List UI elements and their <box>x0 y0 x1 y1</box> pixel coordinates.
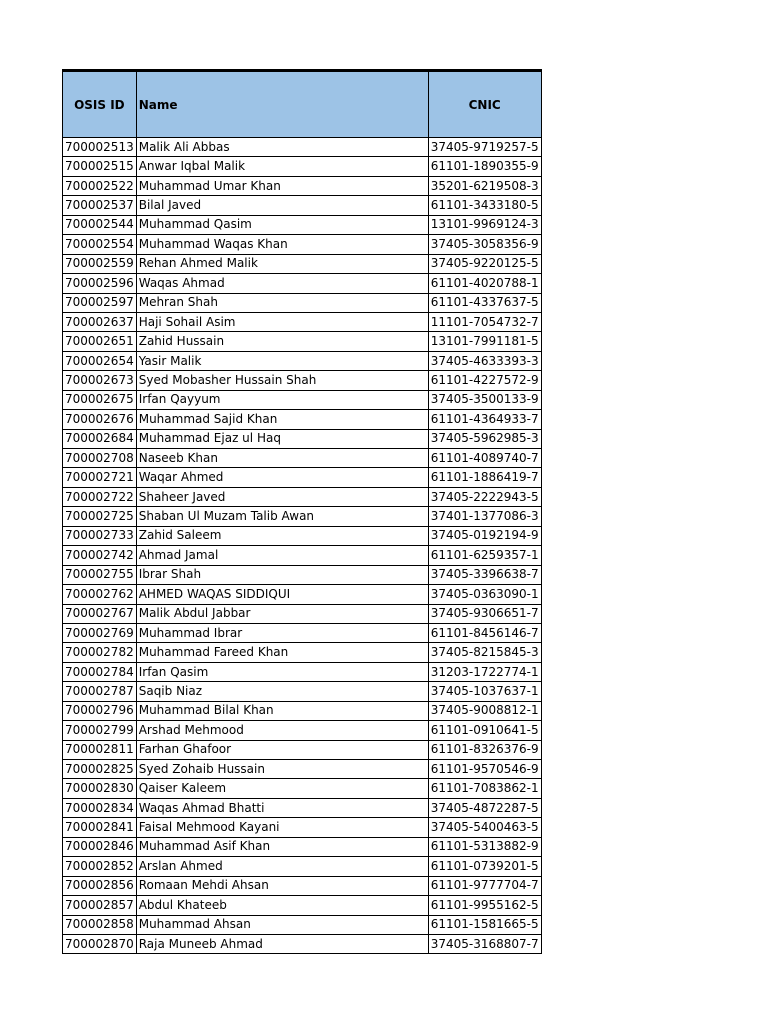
cell-cnic[interactable]: 11101-7054732-7 <box>428 312 541 331</box>
cell-osis-id[interactable]: 700002637 <box>63 312 137 331</box>
cell-osis-id[interactable]: 700002684 <box>63 429 137 448</box>
cell-osis-id[interactable]: 700002782 <box>63 643 137 662</box>
cell-name[interactable]: Waqas Ahmad Bhatti <box>136 798 428 817</box>
cell-name[interactable]: Shaheer Javed <box>136 487 428 506</box>
cell-name[interactable]: Farhan Ghafoor <box>136 740 428 759</box>
table-row <box>63 429 542 448</box>
cell-cnic[interactable]: 37401-1377086-3 <box>428 507 541 526</box>
cell-cnic[interactable]: 37405-5400463-5 <box>428 818 541 837</box>
cell-osis-id[interactable]: 700002654 <box>63 351 137 370</box>
cell-osis-id[interactable]: 700002673 <box>63 371 137 390</box>
table-row <box>63 740 542 759</box>
cell-osis-id[interactable]: 700002856 <box>63 876 137 895</box>
cell-cnic[interactable]: 37405-9719257-5 <box>428 138 541 157</box>
table-row <box>63 896 542 915</box>
table-row <box>63 312 542 331</box>
table-row <box>63 371 542 390</box>
table-row <box>63 235 542 254</box>
cell-name[interactable]: Malik Abdul Jabbar <box>136 604 428 623</box>
table-row <box>63 293 542 312</box>
table-row <box>63 623 542 642</box>
cell-osis-id[interactable]: 700002787 <box>63 682 137 701</box>
table-row <box>63 138 542 157</box>
cell-name[interactable]: Malik Ali Abbas <box>136 138 428 157</box>
column-header-osis-id[interactable]: OSIS ID <box>63 71 137 138</box>
cell-cnic[interactable]: 61101-4020788-1 <box>428 274 541 293</box>
cell-cnic[interactable]: 37405-9220125-5 <box>428 254 541 273</box>
cell-osis-id[interactable]: 700002870 <box>63 934 137 953</box>
table-row <box>63 915 542 934</box>
cell-osis-id[interactable]: 700002762 <box>63 585 137 604</box>
table-row <box>63 876 542 895</box>
cell-cnic[interactable]: 37405-9306651-7 <box>428 604 541 623</box>
cell-cnic[interactable]: 37405-3500133-9 <box>428 390 541 409</box>
cell-osis-id[interactable]: 700002725 <box>63 507 137 526</box>
cell-cnic[interactable]: 13101-7991181-5 <box>428 332 541 351</box>
cell-name[interactable]: Muhammad Ahsan <box>136 915 428 934</box>
cell-osis-id[interactable]: 700002676 <box>63 410 137 429</box>
cell-osis-id[interactable]: 700002722 <box>63 487 137 506</box>
cell-name[interactable]: Romaan Mehdi Ahsan <box>136 876 428 895</box>
cell-osis-id[interactable]: 700002857 <box>63 896 137 915</box>
cell-name[interactable]: Waqas Ahmad <box>136 274 428 293</box>
table-row <box>63 351 542 370</box>
table-row <box>63 818 542 837</box>
cell-cnic[interactable]: 61101-4227572-9 <box>428 371 541 390</box>
table-row <box>63 546 542 565</box>
cell-cnic[interactable]: 37405-4872287-5 <box>428 798 541 817</box>
cell-cnic[interactable]: 61101-9570546-9 <box>428 760 541 779</box>
cell-name[interactable]: Arshad Mehmood <box>136 721 428 740</box>
cell-cnic[interactable]: 61101-0739201-5 <box>428 857 541 876</box>
cell-osis-id[interactable]: 700002537 <box>63 196 137 215</box>
cell-osis-id[interactable]: 700002651 <box>63 332 137 351</box>
cell-osis-id[interactable]: 700002852 <box>63 857 137 876</box>
cell-osis-id[interactable]: 700002796 <box>63 701 137 720</box>
cell-name[interactable]: Irfan Qasim <box>136 662 428 681</box>
cell-name[interactable]: AHMED WAQAS SIDDIQUI <box>136 585 428 604</box>
cell-name[interactable]: Muhammad Umar Khan <box>136 176 428 195</box>
cell-cnic[interactable]: 61101-7083862-1 <box>428 779 541 798</box>
cell-osis-id[interactable]: 700002554 <box>63 235 137 254</box>
cell-cnic[interactable]: 61101-0910641-5 <box>428 721 541 740</box>
cell-osis-id[interactable]: 700002784 <box>63 662 137 681</box>
cell-name[interactable]: Muhammad Fareed Khan <box>136 643 428 662</box>
cell-name[interactable]: Anwar Iqbal Malik <box>136 157 428 176</box>
cell-name[interactable]: Qaiser Kaleem <box>136 779 428 798</box>
cell-cnic[interactable]: 37405-2222943-5 <box>428 487 541 506</box>
table-row <box>63 332 542 351</box>
table-row <box>63 157 542 176</box>
table-row <box>63 526 542 545</box>
cell-cnic[interactable]: 37405-8215845-3 <box>428 643 541 662</box>
cell-name[interactable]: Syed Mobasher Hussain Shah <box>136 371 428 390</box>
cell-cnic[interactable]: 61101-8456146-7 <box>428 623 541 642</box>
cell-osis-id[interactable]: 700002733 <box>63 526 137 545</box>
cell-name[interactable]: Abdul Khateeb <box>136 896 428 915</box>
cell-osis-id[interactable]: 700002597 <box>63 293 137 312</box>
cell-cnic[interactable]: 61101-6259357-1 <box>428 546 541 565</box>
cell-osis-id[interactable]: 700002708 <box>63 449 137 468</box>
table-row <box>63 390 542 409</box>
table-row <box>63 176 542 195</box>
cell-osis-id[interactable]: 700002544 <box>63 215 137 234</box>
table-row <box>63 468 542 487</box>
cell-name[interactable]: Zahid Hussain <box>136 332 428 351</box>
cell-osis-id[interactable]: 700002513 <box>63 138 137 157</box>
cell-cnic[interactable]: 37405-3168807-7 <box>428 934 541 953</box>
cell-name[interactable]: Muhammad Ibrar <box>136 623 428 642</box>
employee-table <box>62 69 542 954</box>
cell-osis-id[interactable]: 700002675 <box>63 390 137 409</box>
table-row <box>63 643 542 662</box>
column-header-cnic[interactable]: CNIC <box>428 71 541 138</box>
cell-cnic[interactable]: 37405-5962985-3 <box>428 429 541 448</box>
header-row <box>63 71 542 138</box>
cell-name[interactable]: Muhammad Ejaz ul Haq <box>136 429 428 448</box>
table-row <box>63 410 542 429</box>
cell-cnic[interactable]: 61101-9955162-5 <box>428 896 541 915</box>
cell-name[interactable]: Bilal Javed <box>136 196 428 215</box>
cell-name[interactable]: Syed Zohaib Hussain <box>136 760 428 779</box>
table-row <box>63 701 542 720</box>
cell-osis-id[interactable]: 700002755 <box>63 565 137 584</box>
table-row <box>63 196 542 215</box>
column-header-name[interactable]: Name <box>136 71 428 138</box>
cell-osis-id[interactable]: 700002596 <box>63 274 137 293</box>
table-row <box>63 585 542 604</box>
cell-osis-id[interactable]: 700002522 <box>63 176 137 195</box>
cell-name[interactable]: Muhammad Qasim <box>136 215 428 234</box>
cell-osis-id[interactable]: 700002830 <box>63 779 137 798</box>
cell-cnic[interactable]: 61101-1886419-7 <box>428 468 541 487</box>
cell-name[interactable]: Muhammad Waqas Khan <box>136 235 428 254</box>
table-row <box>63 507 542 526</box>
cell-cnic[interactable]: 37405-9008812-1 <box>428 701 541 720</box>
cell-osis-id[interactable]: 700002834 <box>63 798 137 817</box>
cell-osis-id[interactable]: 700002767 <box>63 604 137 623</box>
table-row <box>63 449 542 468</box>
table-row <box>63 721 542 740</box>
cell-cnic[interactable]: 61101-9777704-7 <box>428 876 541 895</box>
cell-cnic[interactable]: 61101-1581665-5 <box>428 915 541 934</box>
cell-cnic[interactable]: 37405-0192194-9 <box>428 526 541 545</box>
cell-osis-id[interactable]: 700002841 <box>63 818 137 837</box>
spreadsheet-table-container <box>62 69 542 954</box>
table-row <box>63 565 542 584</box>
cell-name[interactable]: Saqib Niaz <box>136 682 428 701</box>
table-row <box>63 837 542 856</box>
cell-name[interactable]: Naseeb Khan <box>136 449 428 468</box>
cell-cnic[interactable]: 61101-4089740-7 <box>428 449 541 468</box>
table-row <box>63 798 542 817</box>
cell-cnic[interactable]: 37405-3396638-7 <box>428 565 541 584</box>
cell-cnic[interactable]: 35201-6219508-3 <box>428 176 541 195</box>
cell-cnic[interactable]: 61101-8326376-9 <box>428 740 541 759</box>
cell-name[interactable]: Waqar Ahmed <box>136 468 428 487</box>
cell-osis-id[interactable]: 700002559 <box>63 254 137 273</box>
cell-name[interactable]: Ahmad Jamal <box>136 546 428 565</box>
cell-cnic[interactable]: 61101-5313882-9 <box>428 837 541 856</box>
cell-name[interactable]: Arslan Ahmed <box>136 857 428 876</box>
cell-name[interactable]: Shaban Ul Muzam Talib Awan <box>136 507 428 526</box>
cell-osis-id[interactable]: 700002799 <box>63 721 137 740</box>
table-row <box>63 682 542 701</box>
cell-osis-id[interactable]: 700002825 <box>63 760 137 779</box>
cell-cnic[interactable]: 61101-4337637-5 <box>428 293 541 312</box>
cell-name[interactable]: Haji Sohail Asim <box>136 312 428 331</box>
table-row <box>63 857 542 876</box>
cell-osis-id[interactable]: 700002811 <box>63 740 137 759</box>
table-row <box>63 662 542 681</box>
table-row <box>63 215 542 234</box>
table-row <box>63 254 542 273</box>
cell-name[interactable]: Zahid Saleem <box>136 526 428 545</box>
cell-osis-id[interactable]: 700002515 <box>63 157 137 176</box>
cell-osis-id[interactable]: 700002742 <box>63 546 137 565</box>
table-row <box>63 604 542 623</box>
cell-osis-id[interactable]: 700002858 <box>63 915 137 934</box>
cell-cnic[interactable]: 37405-1037637-1 <box>428 682 541 701</box>
cell-name[interactable]: Raja Muneeb Ahmad <box>136 934 428 953</box>
cell-name[interactable]: Mehran Shah <box>136 293 428 312</box>
cell-cnic[interactable]: 37405-3058356-9 <box>428 235 541 254</box>
cell-name[interactable]: Irfan Qayyum <box>136 390 428 409</box>
cell-name[interactable]: Muhammad Bilal Khan <box>136 701 428 720</box>
cell-cnic[interactable]: 61101-1890355-9 <box>428 157 541 176</box>
cell-cnic[interactable]: 61101-3433180-5 <box>428 196 541 215</box>
cell-name[interactable]: Ibrar Shah <box>136 565 428 584</box>
cell-cnic[interactable]: 61101-4364933-7 <box>428 410 541 429</box>
cell-osis-id[interactable]: 700002769 <box>63 623 137 642</box>
cell-name[interactable]: Rehan Ahmed Malik <box>136 254 428 273</box>
cell-cnic[interactable]: 37405-4633393-3 <box>428 351 541 370</box>
table-row <box>63 487 542 506</box>
table-row <box>63 760 542 779</box>
table-row <box>63 934 542 953</box>
cell-name[interactable]: Faisal Mehmood Kayani <box>136 818 428 837</box>
cell-osis-id[interactable]: 700002846 <box>63 837 137 856</box>
cell-cnic[interactable]: 31203-1722774-1 <box>428 662 541 681</box>
table-row <box>63 779 542 798</box>
cell-cnic[interactable]: 13101-9969124-3 <box>428 215 541 234</box>
cell-osis-id[interactable]: 700002721 <box>63 468 137 487</box>
table-row <box>63 274 542 293</box>
cell-name[interactable]: Muhammad Asif Khan <box>136 837 428 856</box>
cell-name[interactable]: Muhammad Sajid Khan <box>136 410 428 429</box>
cell-name[interactable]: Yasir Malik <box>136 351 428 370</box>
cell-cnic[interactable]: 37405-0363090-1 <box>428 585 541 604</box>
